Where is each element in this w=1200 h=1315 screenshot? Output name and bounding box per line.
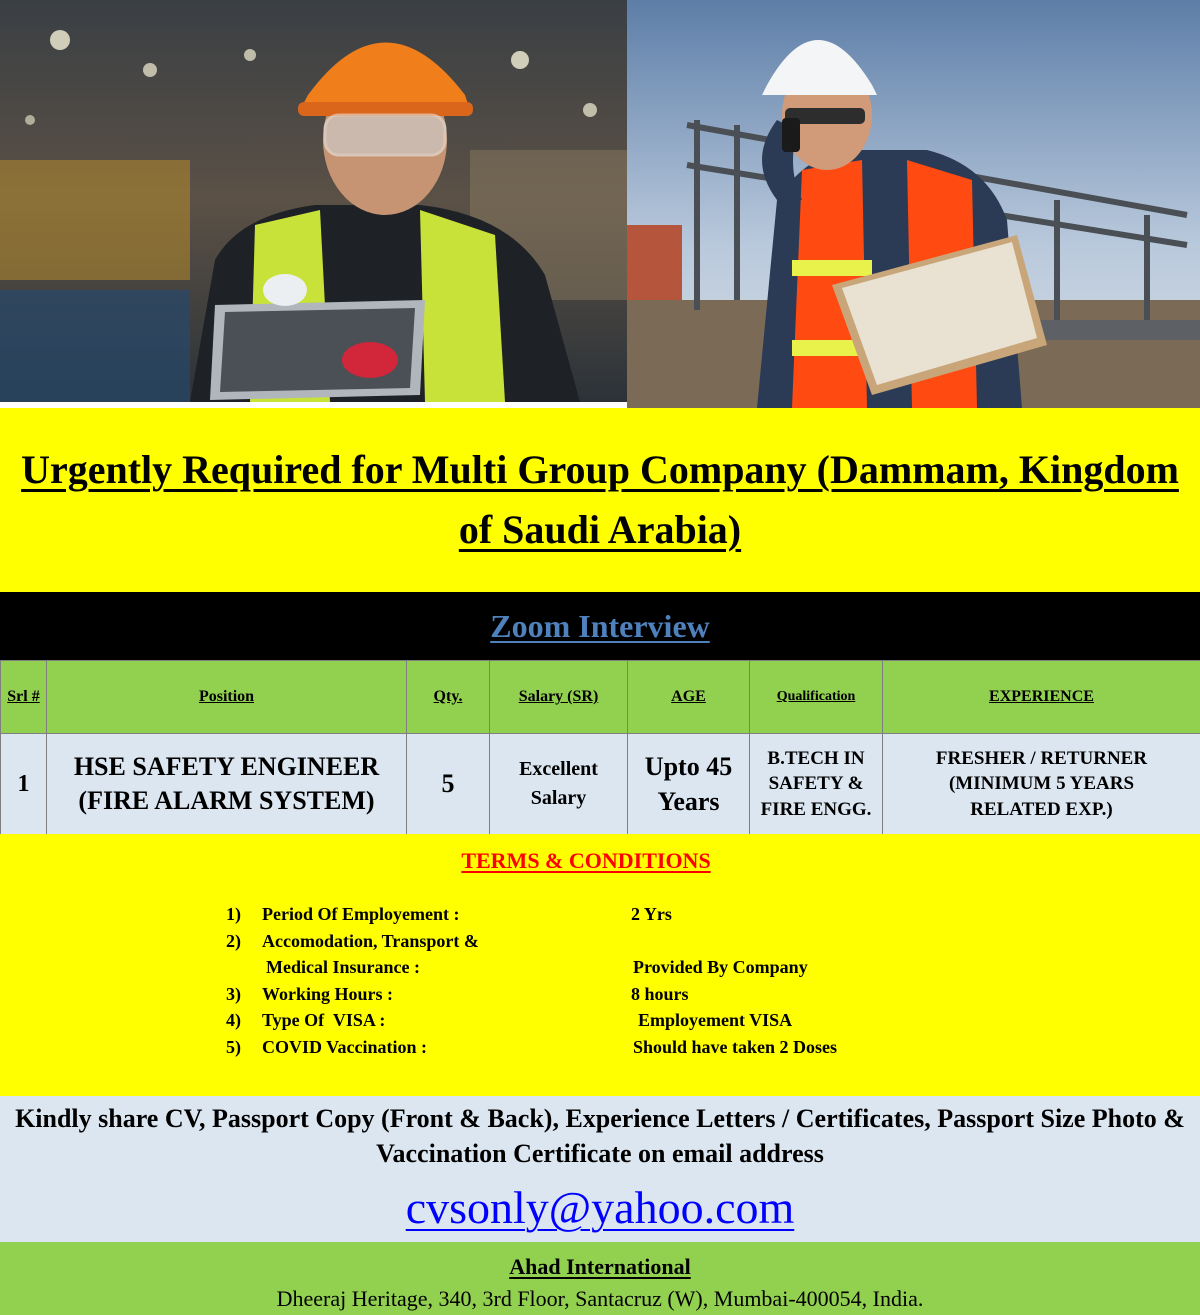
- cell-qualification: B.TECH IN SAFETY & FIRE ENGG.: [750, 734, 883, 835]
- term-label: Type Of VISA :: [262, 1010, 386, 1030]
- term-label: Working Hours :: [262, 983, 394, 1004]
- headline-section: [0, 408, 1200, 592]
- cell-position: HSE SAFETY ENGINEER (FIRE ALARM SYSTEM): [47, 734, 407, 835]
- photo-engineer-with-clipboard-illustration: [627, 0, 1200, 408]
- list-item: [226, 984, 926, 1011]
- term-label: COVID Vaccination :: [262, 1036, 428, 1057]
- photo-engineer-with-clipboard: [627, 0, 1200, 408]
- photo-worker-with-tablet: [0, 0, 627, 402]
- list-item: [226, 1037, 926, 1064]
- interview-banner: [0, 592, 1200, 660]
- term-number: 3): [226, 983, 241, 1004]
- apply-instructions: Kindly share CV, Passport Copy (Front & Back), Experience Letters / Certificates, Passport Size Photo & Vaccination Certificate on email address: [15, 1104, 1185, 1168]
- term-number: 1): [226, 904, 241, 924]
- header-experience: EXPERIENCE: [883, 661, 1200, 734]
- company-name: Ahad International: [509, 1254, 691, 1279]
- terms-section: [0, 834, 1200, 1096]
- list-item: [226, 1010, 926, 1037]
- header-salary: Salary (SR): [490, 661, 628, 734]
- cell-experience: FRESHER / RETURNER (MINIMUM 5 YEARS RELATED EXP.): [883, 734, 1200, 835]
- term-value: Provided By Company: [633, 957, 808, 977]
- cell-salary: Excellent Salary: [490, 734, 628, 835]
- term-label: Period Of Employement :: [262, 904, 460, 924]
- list-item-continuation: [226, 957, 926, 984]
- header-photos: [0, 0, 1200, 408]
- term-value: 8 hours: [631, 983, 689, 1004]
- term-value: 2 Yrs: [631, 904, 672, 924]
- term-number: 4): [226, 1010, 241, 1030]
- term-value: Employement VISA: [638, 1010, 793, 1030]
- job-table: [0, 660, 1200, 835]
- list-item: [226, 931, 926, 958]
- cell-qty: 5: [407, 734, 490, 835]
- header-qualification: Qualification: [750, 661, 883, 734]
- term-value: Should have taken 2 Doses: [633, 1036, 838, 1057]
- header-qty: Qty.: [407, 661, 490, 734]
- cell-srl: 1: [1, 734, 47, 835]
- header-srl: Srl #: [1, 661, 47, 734]
- header-age: AGE: [628, 661, 750, 734]
- term-number: 2): [226, 930, 241, 951]
- footer: [0, 1242, 1200, 1315]
- table-row: [1, 734, 1200, 835]
- cell-age: Upto 45 Years: [628, 734, 750, 835]
- headline-title: Urgently Required for Multi Group Company (Dammam, Kingdom of Saudi Arabia): [21, 447, 1179, 552]
- terms-list: [226, 904, 926, 1063]
- apply-section: [0, 1096, 1200, 1242]
- term-label: Accomodation, Transport &: [262, 930, 479, 951]
- table-header-row: [1, 661, 1200, 734]
- list-item: [226, 904, 926, 931]
- company-address: Dheeraj Heritage, 340, 3rd Floor, Santacruz (W), Mumbai-400054, India.: [276, 1286, 924, 1311]
- header-position: Position: [47, 661, 407, 734]
- interview-mode: Zoom Interview: [490, 607, 710, 644]
- term-label-continued: Medical Insurance :: [266, 957, 420, 977]
- email-link[interactable]: cvsonly@yahoo.com: [405, 1182, 795, 1233]
- photo-worker-with-tablet-illustration: [0, 0, 627, 402]
- terms-title: TERMS & CONDITIONS: [461, 848, 711, 873]
- term-number: 5): [226, 1036, 241, 1057]
